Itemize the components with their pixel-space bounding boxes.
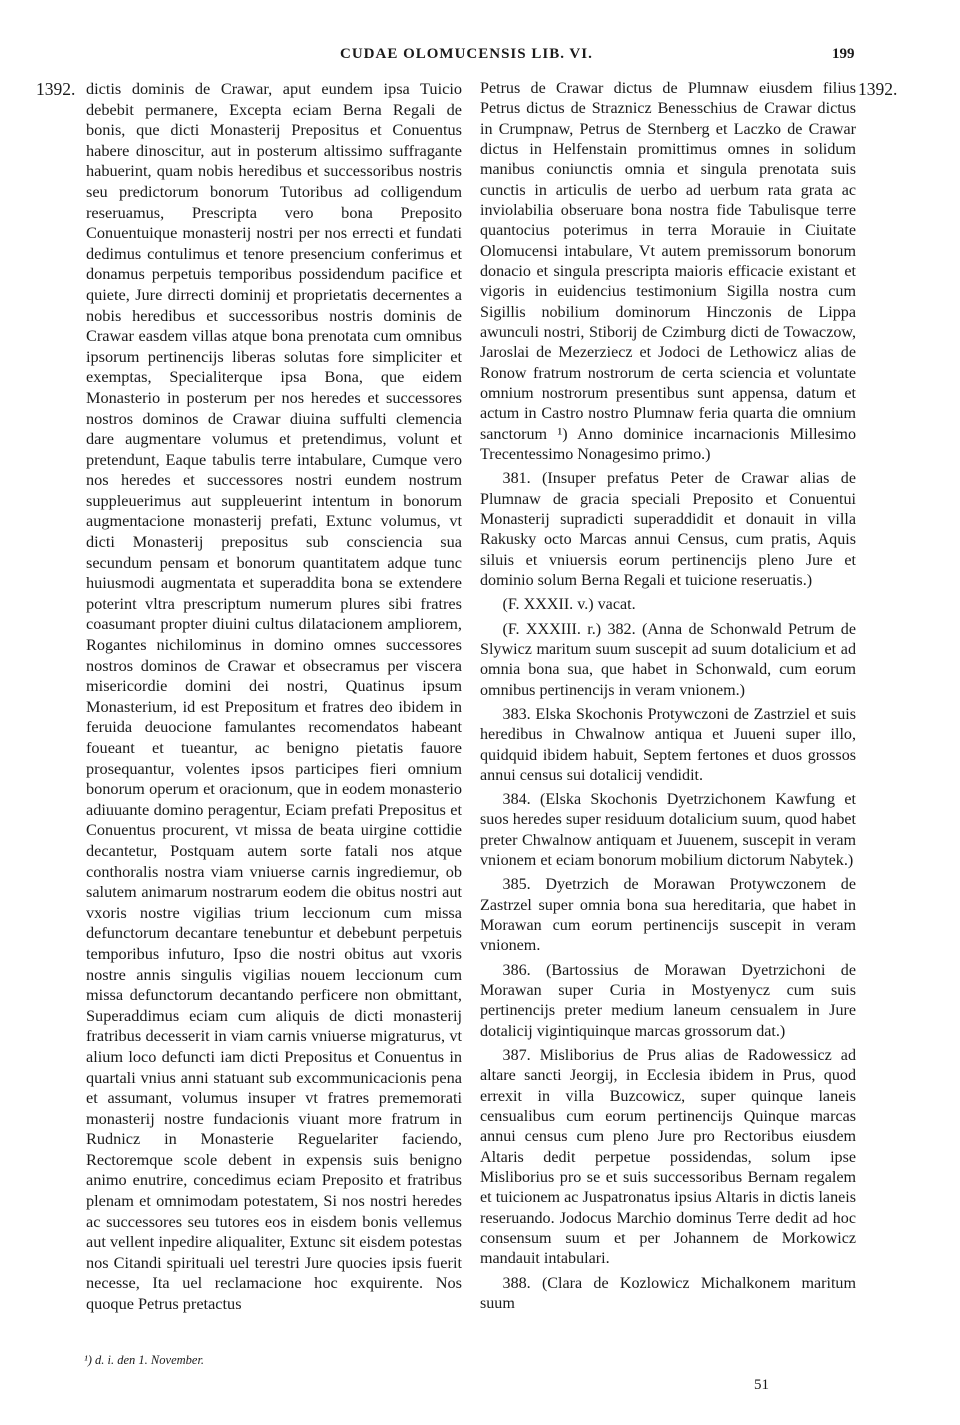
entry-381: 381. (Insuper prefatus Peter de Crawar alias de Plumnaw de gracia speciali Preposito et Conuentui Monasterij supradicti superaddidit et donauit in villa Rakusky octo Marcas annui Census, cum pratis, Aquis siluis et vniuersis eorum pertinencijs pleno Jure et dominio solum Berna Regali et tuicione reseruatis.) [480, 470, 856, 589]
page-number: 199 [832, 46, 855, 62]
footnote: ¹) d. i. den 1. November. [84, 1353, 205, 1367]
folio-note-vacat: (F. XXXII. v.) vacat. [502, 596, 636, 614]
page-header [0, 46, 960, 70]
charter-closing-paragraph: Petrus de Crawar dictus de Plumnaw eiusdem filius Petrus dictus de Straznicz Benesschius de Crawar dictus in Crumpnaw, Petrus de Sternberg et Laczko de Crawar dictus in Helfenstain promittimus omnes in solidum manibus coniunctis omnia et singula prenotata suis cunctis in articulis de uerbo ad uerbum rata grata ac inviolabilia obseruare bona nostra fide Tabulisque terre quantocius poterimus in terra Morauie in Ciuitate Olomucensi intabulare, Vt autem premissorum bonorum donacio et singula prescripta maioris efficacie existant et vigoris in euidencius testimonium Sigilla nostra cum Sigillis nobilium dominorum Hinczonis de Lippa awunculi nostri, Stiborij de Czimburg dicti de Towaczow, Jaroslai de Mezerziecz et Jodoci de Lethowicz alias de Ronow fratrum nostrorum de certa sciencia et voluntate omnium nostrorum presentibus sunt appensa, datum et actum in Castro nostro Plumnaw feria quarta die omnium sanctorum ¹) Anno dominice incarnacionis Millesimo Trecentessimo Nonagesimo primo.) [480, 80, 856, 463]
left-column-text: dictis dominis de Crawar, aput eundem ipsa Tuicio debebit permanere, Excepta eciam Berna Regali de bonis, que dicti Monasterij Prepositus et Conuentus habere dinoscitur, aut in posterum altissimo suffragante habuerint, quam nobis heredibus et successoribus nostris seu predictorum bonorum Tutoribus ad colligendum reseruamus, Prescripta vero bona Preposito Conuentuique monasterij nostri per nos errecti et fundati dedimus contulimus et tenore presencium conferimus et donamus perpetuis temporibus possidendum pacifice et quiete, Jure dirrecti dominij et proprietatis decernentes a nobis heredibus et successoribus nostris dominis de Crawar easdem villas atque bona prenotata cum omnibus ipsorum pertinencijs liberas solutas fore simpliciter et exemptas, Specialiterque ipsa Bona, que eidem Monasterio in posterum per nos heredes et successores nostros dominos de Crawar diuina suffulti clemencia dare augmentare volumus et pretendimus, volunt et pretendunt, Eaque tabulis terre intabulare, Cumque vero nos heredes et successores nostri eundem nostrum suppleuerimus aut suppleuerint intentum in bonorum augmentacione monasterij prefati, Extunc volumus, vt dicti Monasterij prepositus sub consciencia sua secundum pensam et bonorum quantitatem adque tunc huiusmodi augmentata et superaddita bona se extendere poterint vltra prescriptum numerum plures sibi fratres coasumant propter diuini cultus dilatacionem ampliorem, Rogantes nichilominus in domino omnes successores nostros dominos de Crawar et obsecramus per viscera misericordie domini dei nostri, Quatinus ipsum Monasterium, id est Prepositum et fratres deo ibidem in feruida deuocione famulantes recomendatos habeant foueant et tueantur, ac benigno pietatis fauore prosequantur, volentes ipsos participes fieri omnium bonorum operum et oracionum, que in eodem monasterio adiuuante domino peragentur, Eciam prefati Prepositus et Conuentus procurent, vt missa de beata uirgine cottidie decantetur, Postquam autem sorte fatali nos atque conthoralis nostra viam vniuerse carnis ingrediemur, ob salutem animarum nostrarum eodem die obitus nostri aut vxoris nostre vigilias trium leccionum cum missa defunctorum decantare tenebuntur et debebunt perpetuis temporibus infuturo, Ipso die nostri obitus aut vxoris nostre annis singulis vigilias nouem leccionum cum missa defunctorum decantando perficere non obmittant, Superaddimus eciam cum aliquis de dicti monasterij fratribus decesserit in viam carnis vniuerse migraturus, vt alium loco defuncti iam dicti Prepositus et Conuentus in quartali vnius anni statuant sub excommunicacionis pena et assumant, volumus insuper vt fratres prememorati monasterij nostre fundacionis viuant more fratrum in Rudnicz in Monasterie Reguelariter faciendo, Rectoremque scole debent in expensis suis benigno animo enutrire, concedimus eciam Preposito et fratribus plenam et omnimodam potestatem, Si nos nostri heredes ac successores seu tutores eos in eisdem bonis vellemus aut vellent inpedire aliqualiter, Extunc sit eisdem potestas nos Citandi spirituali uel terestri Jure quocies ipsis fuerit necesse, Ita uel reclamacione hoc exquirente. Nos quoque Petrus pretactus [86, 79, 462, 1314]
entry-386: 386. (Bartossius de Morawan Dyetrzichoni de Morawan super Curia in Mostyenycz cum suis pertinencijs preter medium laneum censualem in Jure dotalicij vigintiquinque marcas grossorum dat.) [480, 961, 856, 1040]
entry-382: (F. XXXIII. r.) 382. (Anna de Schonwald Petrum de Slywicz maritum suum suscepit ad suum dotalicium et ad omnia bona sua, que habet in Schonwald, cum eorum omnibus pertinencijs in veram vnionem.) [480, 620, 856, 699]
margin-year-right: 1392. [858, 79, 898, 99]
entry-388: 388. (Clara de Kozlowicz Michalkonem maritum suum [480, 1274, 856, 1313]
left-column [86, 79, 462, 1315]
margin-year-left: 1392. [36, 79, 76, 99]
right-column [480, 79, 856, 1314]
signature-mark: 51 [754, 1377, 769, 1393]
running-head: CUDAE OLOMUCENSIS LIB. VI. [340, 46, 593, 62]
entry-387: 387. Misliborius de Prus alias de Radowessicz ad altare sancti Jeorgij, in Ecclesia ibidem in Prus, quod errexit in villa Buzcowicz, super quinque laneis censualibus cum eorum pertinencijs Quinque marcas annui census cum pleno Jure pro Rectoribus eiusdem Altaris dedit perpetue possidendas, solum ipse Misliborius pro se et suis successoribus Bernam regalem et tuicionem ac Juspatronatus ipsius Altaris in dictis laneis reseruando. Jodocus Marchio dominus Terre dedit ad hoc consensum suum et per Johannem de Morkowicz mandauit intabulari. [480, 1047, 856, 1268]
entry-384: 384. (Elska Skochonis Dyetrzichonem Kawfung et suos heredes super residuum dotalicium suum, quod habet preter Chwalnow antiquam et Juuenem, suscepit in veram vnionem et eciam bonorum mobilium dictorum Nabytek.) [480, 791, 856, 870]
entry-383: 383. Elska Skochonis Protywczoni de Zastrziel et suis heredibus in Chwalnow antiqua et Juueni super illo, quidquid ibidem habuit, Septem fertones et duos grossos annui census sui dotalicij vendidit. [480, 705, 856, 784]
entry-385: 385. Dyetrzich de Morawan Protywczonem de Zastrzel super omnia bona sua hereditaria, que habet in Morawan cum eorum pertinencijs suscepit in veram vnionem. [480, 876, 856, 955]
